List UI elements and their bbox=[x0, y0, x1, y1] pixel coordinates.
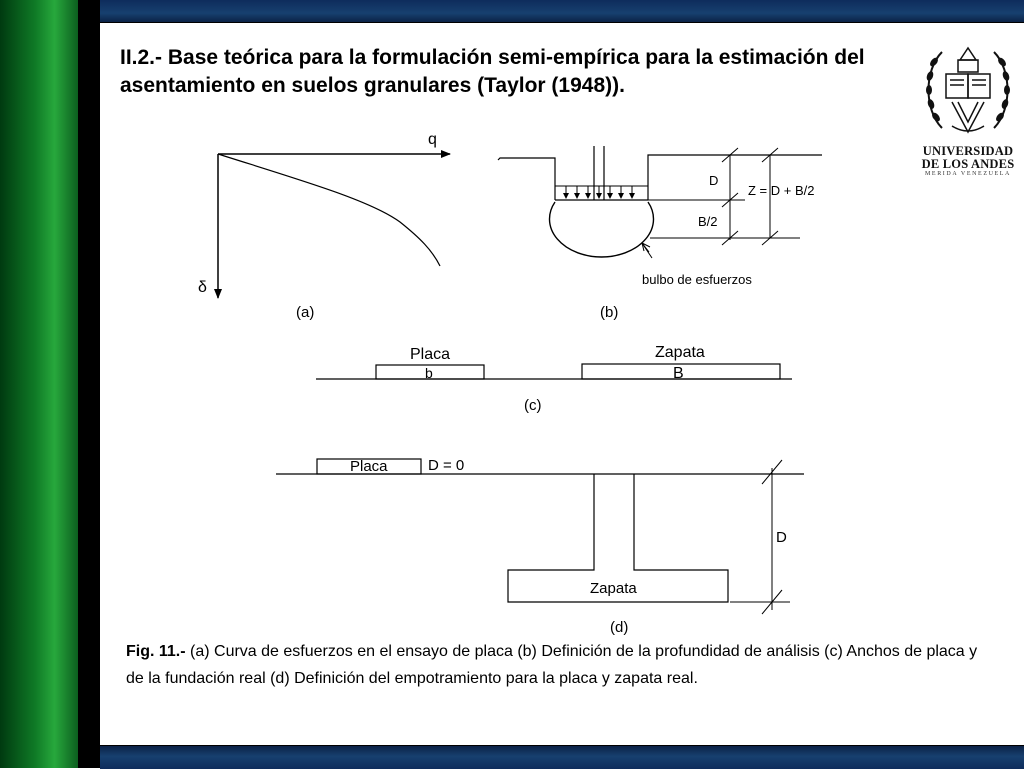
figure-caption bbox=[126, 638, 996, 692]
pressure-arrows bbox=[566, 186, 632, 198]
label-plate-c: Placa bbox=[410, 346, 451, 363]
diagram-c bbox=[316, 344, 792, 414]
caption-label: Fig. 11.- bbox=[126, 643, 186, 660]
logo-text-line3: MERIDA VENEZUELA bbox=[925, 171, 1011, 177]
label-stress-bulb: bulbo de esfuerzos bbox=[642, 272, 752, 287]
label-z-formula: Z = D + B/2 bbox=[748, 183, 815, 198]
logo-text-line1: UNIVERSIDAD bbox=[922, 144, 1014, 158]
label-plate-width: b bbox=[425, 365, 433, 381]
ground-left bbox=[498, 158, 555, 200]
label-q: q bbox=[428, 131, 437, 148]
caption-text: (a) Curva de esfuerzos en el ensayo de placa (b) Definición de la profundidad de análisis (c) Anchos de placa y de la fundación real (d) Definición del empotramiento para la placa y zapata real. bbox=[126, 643, 978, 687]
label-plate-d: Placa bbox=[350, 458, 388, 475]
diagram-d bbox=[276, 457, 804, 636]
label-b-half: B/2 bbox=[698, 214, 718, 229]
diagram-a bbox=[198, 131, 450, 321]
label-footing-d: Zapata bbox=[590, 580, 637, 597]
label-a: (a) bbox=[296, 304, 315, 321]
label-c: (c) bbox=[524, 397, 542, 414]
label-footing-c: Zapata bbox=[655, 344, 705, 361]
stress-curve bbox=[218, 154, 440, 266]
label-b: (b) bbox=[600, 304, 619, 321]
diagram-b bbox=[498, 146, 822, 321]
label-footing-width: B bbox=[673, 365, 684, 382]
label-d-depth: D bbox=[709, 173, 719, 188]
stress-bulb bbox=[550, 202, 654, 257]
slide-title: II.2.- Base teórica para la formulación semi-empírica para la estimación del asentamiento en suelos granulares (Taylor (1948)). bbox=[120, 46, 865, 97]
logo-text-line2: DE LOS ANDES bbox=[921, 157, 1015, 171]
label-delta: δ bbox=[198, 279, 207, 296]
label-plate-depth: D = 0 bbox=[428, 457, 465, 474]
label-embedment-depth: D bbox=[776, 529, 787, 546]
label-d: (d) bbox=[610, 619, 629, 636]
